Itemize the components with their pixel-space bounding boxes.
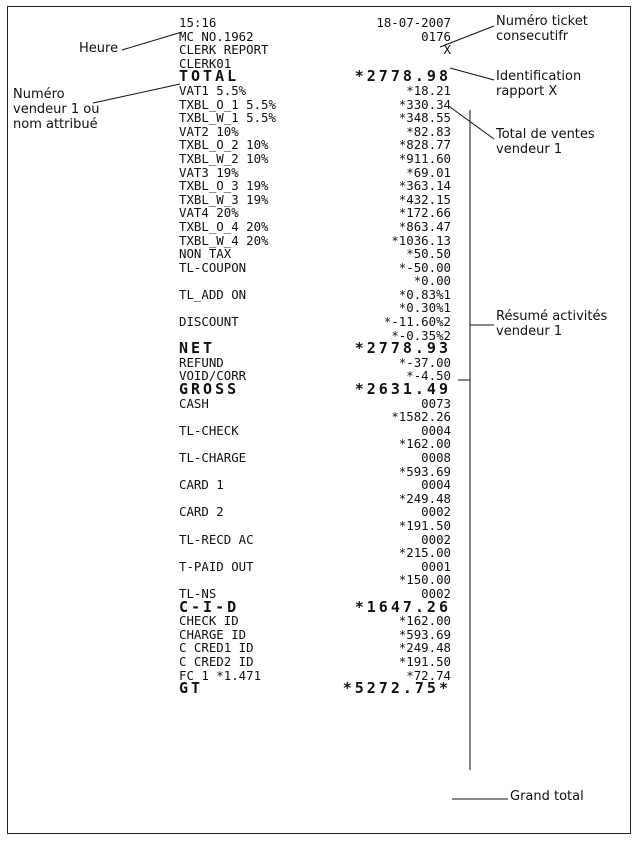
receipt-value: *2631.49 — [354, 380, 451, 399]
receipt-value: 0176 — [421, 28, 451, 44]
receipt-label: TL-CHECK — [179, 422, 239, 438]
receipt-label: CARD 2 — [179, 504, 224, 520]
receipt-value: 0002 — [421, 585, 451, 601]
receipt-value: *2778.98 — [354, 67, 451, 86]
receipt-value: *863.47 — [398, 218, 451, 234]
callout-heure: Heure — [79, 41, 119, 56]
receipt-label: VOID/CORR — [179, 368, 247, 384]
receipt-value: *249.48 — [398, 640, 451, 656]
receipt-value: *162.00 — [398, 613, 451, 629]
receipt-value: *432.15 — [398, 191, 451, 207]
receipt-label: C CRED2 ID — [179, 653, 254, 669]
receipt-label: TL-RECD AC — [179, 531, 254, 547]
receipt-value: *249.48 — [398, 490, 451, 506]
receipt-label: TXBL_W_2 10% — [179, 150, 269, 166]
receipt-value: *1036.13 — [391, 232, 451, 248]
receipt-label: VAT1 5.5% — [179, 82, 247, 98]
receipt-label: CARD 1 — [179, 477, 224, 493]
receipt-label: TXBL_O_4 20% — [179, 218, 269, 234]
callout-resume: Résumé activités vendeur 1 — [496, 309, 608, 339]
leader-heure — [122, 32, 182, 50]
receipt-value: *172.66 — [398, 205, 451, 221]
receipt-value: *191.50 — [398, 517, 451, 533]
receipt-value: *50.50 — [406, 246, 451, 262]
leader-resume — [458, 325, 494, 380]
receipt-value: *-11.60%2 — [383, 314, 451, 330]
receipt-value: *162.00 — [398, 436, 451, 452]
receipt-label: GROSS — [179, 380, 240, 399]
receipt-label: TOTAL — [179, 67, 240, 86]
receipt-label: DISCOUNT — [179, 314, 239, 330]
receipt-value: *330.34 — [398, 96, 451, 112]
receipt-label: CLERK REPORT — [179, 42, 269, 58]
receipt-value: *2778.93 — [354, 339, 451, 358]
receipt-value: 18-07-2007 — [376, 15, 451, 30]
receipt-label: TL-COUPON — [179, 259, 247, 275]
receipt-value: 0004 — [421, 477, 451, 493]
leader-total-ventes — [450, 107, 494, 139]
leader-identification — [450, 68, 494, 80]
receipt-value: *593.69 — [398, 626, 451, 642]
receipt-value: *911.60 — [398, 150, 451, 166]
receipt-value: *-37.00 — [398, 354, 451, 370]
receipt-label: TL_ADD ON — [179, 286, 247, 302]
receipt-value: *150.00 — [398, 572, 451, 588]
receipt-label: TL-CHARGE — [179, 450, 247, 465]
receipt-label: TXBL_W_1 5.5% — [179, 110, 276, 126]
receipt-label: CASH — [179, 395, 209, 411]
receipt-label: TXBL_O_2 10% — [179, 137, 269, 153]
receipt-label: C-I-D — [179, 597, 240, 616]
leader-numero-ticket — [440, 26, 494, 47]
receipt-label: CHECK ID — [179, 613, 239, 629]
receipt-value: *1582.26 — [391, 409, 451, 425]
receipt-label: C CRED1 ID — [179, 640, 254, 656]
receipt-value: *593.69 — [398, 463, 451, 479]
receipt-value: *69.01 — [406, 164, 451, 180]
receipt-label: 15:16 — [179, 15, 217, 30]
receipt-value: *215.00 — [398, 545, 451, 561]
receipt-value: *72.74 — [406, 667, 451, 683]
receipt-label: TXBL_O_1 5.5% — [179, 96, 276, 112]
receipt-value: 0008 — [421, 450, 451, 465]
receipt-value: *0.30%1 — [398, 300, 451, 316]
callout-grand-total: Grand total — [510, 789, 584, 804]
receipt-value: *82.83 — [406, 123, 451, 139]
receipt-label: NET — [179, 339, 216, 358]
callout-identification: Identification rapport X — [496, 69, 582, 99]
receipt-label: VAT4 20% — [179, 205, 239, 221]
callout-numero-vendeur: Numéro vendeur 1 ou nom attribué — [13, 87, 100, 132]
leader-numero-vendeur — [93, 84, 180, 103]
receipt-label: VAT2 10% — [179, 123, 239, 139]
receipt-label: FC 1 *1.471 — [179, 667, 262, 683]
receipt-label: T-PAID OUT — [179, 558, 254, 574]
receipt-value: 0002 — [421, 531, 451, 547]
receipt-value: 0001 — [421, 558, 451, 574]
receipt-value: 0004 — [421, 422, 451, 438]
receipt-value: *18.21 — [406, 82, 451, 98]
receipt-value: 0073 — [421, 395, 451, 411]
receipt-value: X — [443, 42, 451, 58]
receipt-label: VAT3 19% — [179, 164, 239, 180]
receipt-label: TXBL_W_3 19% — [179, 191, 269, 207]
receipt-value: 0002 — [421, 504, 451, 520]
receipt-value: *-4.50 — [406, 368, 451, 384]
callout-total-ventes: Total de ventes vendeur 1 — [496, 127, 595, 157]
receipt-value: *5272.75* — [342, 679, 451, 698]
receipt-value: *-50.00 — [398, 259, 451, 275]
receipt-label: CLERK01 — [179, 55, 232, 71]
receipt-value: *0.00 — [413, 273, 451, 289]
receipt-value: *828.77 — [398, 137, 451, 153]
receipt-label: CHARGE ID — [179, 626, 247, 642]
receipt-value: *191.50 — [398, 653, 451, 669]
receipt-label: MC NO.1962 — [179, 28, 254, 44]
receipt-value: *348.55 — [398, 110, 451, 126]
receipt-label: TXBL_O_3 19% — [179, 178, 269, 194]
receipt-label: GT — [179, 679, 204, 698]
receipt-label: NON TAX — [179, 246, 232, 262]
receipt-label: TL-NS — [179, 585, 217, 601]
receipt-label: REFUND — [179, 354, 224, 370]
receipt-value: *363.14 — [398, 178, 451, 194]
receipt-value: *-0.35%2 — [391, 327, 451, 343]
receipt-value: *1647.26 — [354, 597, 451, 616]
receipt-value: *0.83%1 — [398, 286, 451, 302]
receipt-label: TXBL_W_4 20% — [179, 232, 269, 248]
callout-numero-ticket: Numéro ticket consecutifr — [496, 14, 588, 44]
